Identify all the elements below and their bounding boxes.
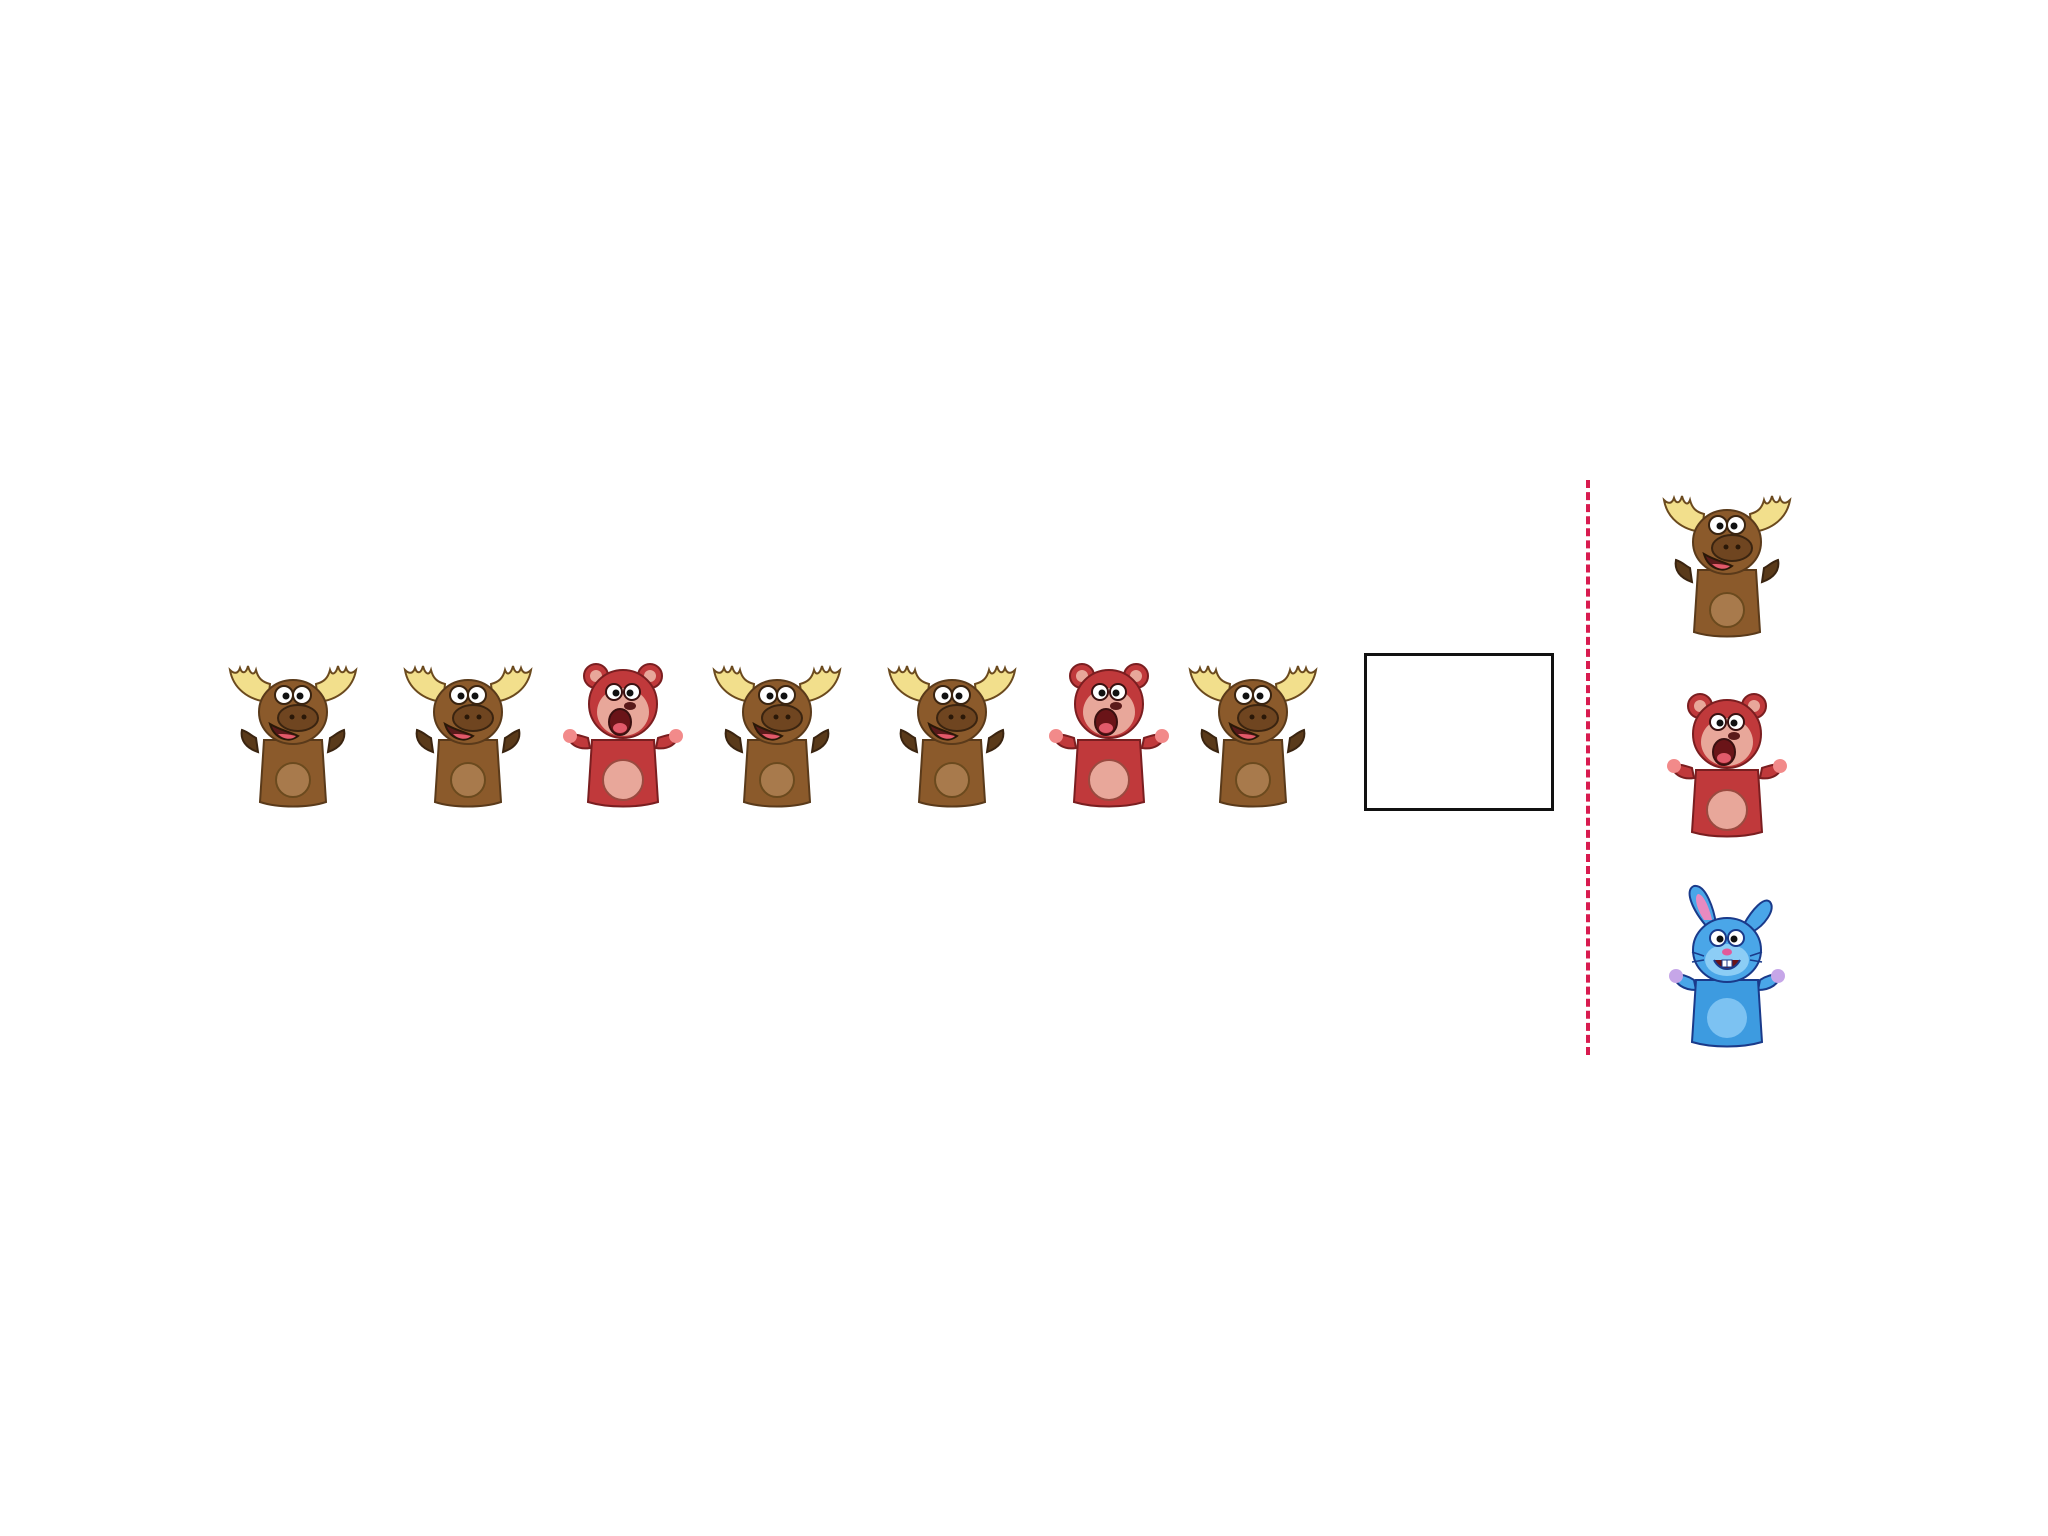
pattern-item-moose [218,640,368,810]
pattern-item-moose [877,640,1027,810]
pattern-item-bear [1034,640,1184,810]
pattern-item-moose [1178,640,1328,810]
answer-drop-box[interactable] [1364,653,1554,811]
pattern-item-moose [702,640,852,810]
choice-moose[interactable] [1652,470,1802,640]
choice-bear[interactable] [1652,670,1802,840]
pattern-item-bear [548,640,698,810]
divider-line [1586,480,1590,1055]
pattern-item-moose [393,640,543,810]
choice-rabbit[interactable] [1652,880,1802,1050]
